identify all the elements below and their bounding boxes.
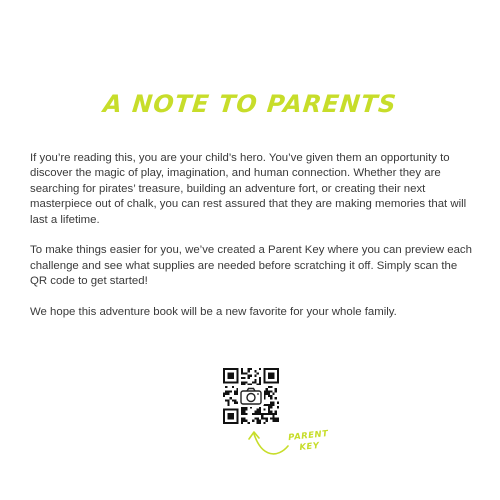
camera-icon xyxy=(238,385,264,407)
paragraph-parent-key: To make things easier for you, we’ve created a Parent Key where you can preview each challenge and see what supplies are needed before scratching it off. Simply scan the QR code to get started! xyxy=(30,244,472,288)
paragraph-intro: If you’re reading this, you are your child’s hero. You’ve given them an opportunity to discover the magic of play, imagination, and human connection. Whether they are searching for pirates’ treasure, building an adventure fort, or creating their next masterpiece out of chalk, you can rest assured that they are making memories that will last a lifetime. xyxy=(30,152,467,226)
note-body xyxy=(30,151,472,336)
page-title: A NOTE TO PARENTS xyxy=(101,90,399,118)
paragraph-closing: We hope this adventure book will be a new favorite for your whole family. xyxy=(30,306,397,319)
parent-key-line-2: KEY xyxy=(299,440,321,453)
qr-code-icon[interactable] xyxy=(223,368,279,424)
parent-key-line-1: PARENT xyxy=(287,428,329,444)
parent-key-label xyxy=(283,428,335,455)
